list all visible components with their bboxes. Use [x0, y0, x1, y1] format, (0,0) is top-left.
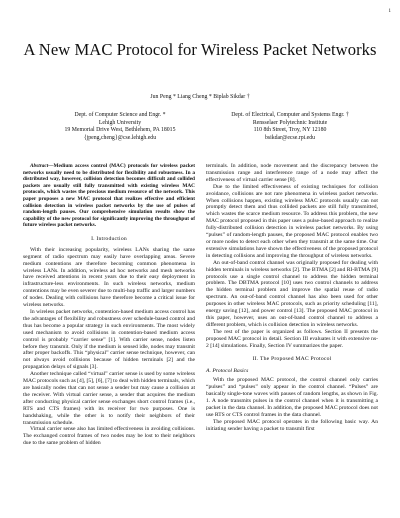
affiliation-address: 19 Memorial Drive West, Bethlehem, PA 18015 — [64, 127, 176, 133]
affiliation-institution: Lehigh University — [98, 119, 142, 126]
paragraph: Virtual carrier sense also has limited effectiveness in avoiding collisions. The exchanged control frames of two nodes may be lost to their neighbors due to the same problem of hidden — [23, 426, 195, 447]
affiliation-left — [35, 112, 205, 142]
section-heading-protocol: II. The Proposed MAC Protocol — [252, 356, 332, 363]
paper-title: A New MAC Protocol for Wireless Packet Networks — [23, 40, 377, 59]
paragraph: terminals. In addition, node movement and the discrepancy between the transmission range and interference range of a node may affect the effectiveness of virtual carrier sense [8]. — [206, 163, 378, 183]
paragraph: The rest of the paper is organized as follows. Section II presents the proposed MAC protocol in detail. Section III evaluates it with extensive ns-2 [14] simulations. Finally, Section IV summarizes the paper. — [206, 328, 378, 349]
right-column — [206, 163, 378, 433]
paragraph: In wireless packet networks, contention-based medium access control has the advantages of flexibility and robustness over schedule-based control and thus has become a popular strategy in such environments. The most widely used mechanism to avoid collisions in contention-based medium access control is probably “carrier sense” [1]. With carrier sense, nodes listen before they transmit. Only if the medium is sensed idle, nodes may transmit after proper backoffs. This “physical” carrier sense technique, however, can not always avoid collisions because of hidden terminals [2] and the propagation delays of signals [3]. — [23, 309, 195, 371]
affiliation-right — [205, 112, 375, 142]
author-line: Jun Peng * Liang Cheng * Biplab Sikdar † — [150, 94, 250, 100]
paragraph: With the proposed MAC protocol, the control channel only carries “pulses” and “pulses” only appear in the control channel. “Pulses” are basically single-tone waves with pauses of random lengths, as shown in Fig. 1. A node transmits pulses in the control channel when it is transmitting a packet in the data channel. In addition, the proposed MAC protocol does not use RTS or CTS control frames in the data channel. — [206, 377, 378, 418]
abstract — [23, 163, 195, 229]
affiliation-address: 110 8th Street, Troy, NY 12180 — [253, 127, 327, 133]
affiliation-dept: Dept. of Computer Science and Engr. * — [74, 112, 166, 118]
paragraph: The proposed MAC protocol operates in the following basic way. An initiating sender having a packet to transmit first — [206, 418, 378, 432]
subsection-heading: A. Protocol Basics — [206, 368, 249, 375]
abstract-text: Medium access control (MAC) protocols for wireless packet networks usually need to be distributed for flexibility and robustness. In a distributed way, however, collision detection becomes difficult and collided packets are usually still fully transmitted with existing wireless MAC protocols, which wastes the precious medium resource of the network. This paper proposes a new MAC protocol that realizes effective and efficient collision detection in wireless packet networks by the use of pulses of random-length pauses. Our comprehensive simulation results show the capability of the new protocol for significantly improving the throughput of future wireless packet networks. — [23, 163, 195, 229]
left-column — [23, 163, 195, 447]
page-number: 1 — [388, 9, 391, 14]
affiliation-dept: Dept. of Electrical, Computer and Systems Engr. † — [231, 112, 349, 118]
abstract-label: Abstract— — [30, 163, 54, 169]
paragraph: An out-of-band control channel was originally proposed for dealing with hidden terminals in wireless networks [2]. The BTMA [2] and RI-BTMA [9] protocols use a single control channel to address the hidden terminal problem. The DBTMA protocol [10] uses two control channels to address the hidden terminal problem and improve the spatial reuse of radio spectrum. An out-of-band control channel has also been used for other purposes in other wireless MAC protocols, such as priority scheduling [11], energy saving [12], and power control [13]. The proposed MAC protocol in this paper, however, uses an out-of-band control channel to address a different problem, which is collision detection in wireless networks. — [206, 259, 378, 328]
affiliation-email: {jpeng,cheng}@cse.lehigh.edu — [83, 134, 157, 141]
section-heading-introduction: I. Introduction — [91, 235, 127, 242]
paragraph: With their increasing popularity, wireless LANs sharing the same segment of radio spectrum may easily have overlapping areas. Severe medium contentions are therefore becoming common phenomena in wireless LANs. In addition, wireless ad hoc networks and mesh networks have received attentions in recent years due to their easy deployment in infrastructure-less environments. In such wireless networks, medium contentions may be even severer due to multi-hop traffic and larger numbers of nodes. Dealing with collisions have therefore become a critical issue for wireless networks. — [23, 246, 195, 309]
affiliation-institution: Rensselaer Polytechnic Institute — [252, 119, 328, 126]
paragraph: Another technique called “virtual” carrier sense is used by some wireless MAC protocols such as [4], [5], [6], [7] to deal with hidden terminals, which are basically nodes that can not sense a sender but may cause a collision at the receiver. With virtual carrier sense, a sender that acquires the medium after conducting physical carrier sense exchanges short control frames (i.e., RTS and CTS frames) with its receiver for two purposes. One is handshaking, while the other is to notify their neighbors of their transmission schedule. — [23, 371, 195, 426]
paragraph: Due to the limited effectiveness of existing techniques for collision avoidance, collisions are not rare phenomena in wireless packet networks. When collisions happen, existing wireless MAC protocols usually can not promptly detect them and thus collided packets are still fully transmitted, which wastes the scarce medium resource. To address this problem, the new MAC protocol proposed in this paper uses a pulse-based approach to realize fully-distributed collision detection in wireless packet networks. By using “pulses” of random-length pauses, the proposed MAC protocol enables two or more nodes to detect each other when they transmit at the same time. Our extensive simulations have shown the effectiveness of the proposed protocol in detecting collisions and improving the throughput of wireless networks. — [206, 183, 378, 259]
affiliation-email: bsikdar@ecse.rpi.edu — [264, 134, 316, 141]
